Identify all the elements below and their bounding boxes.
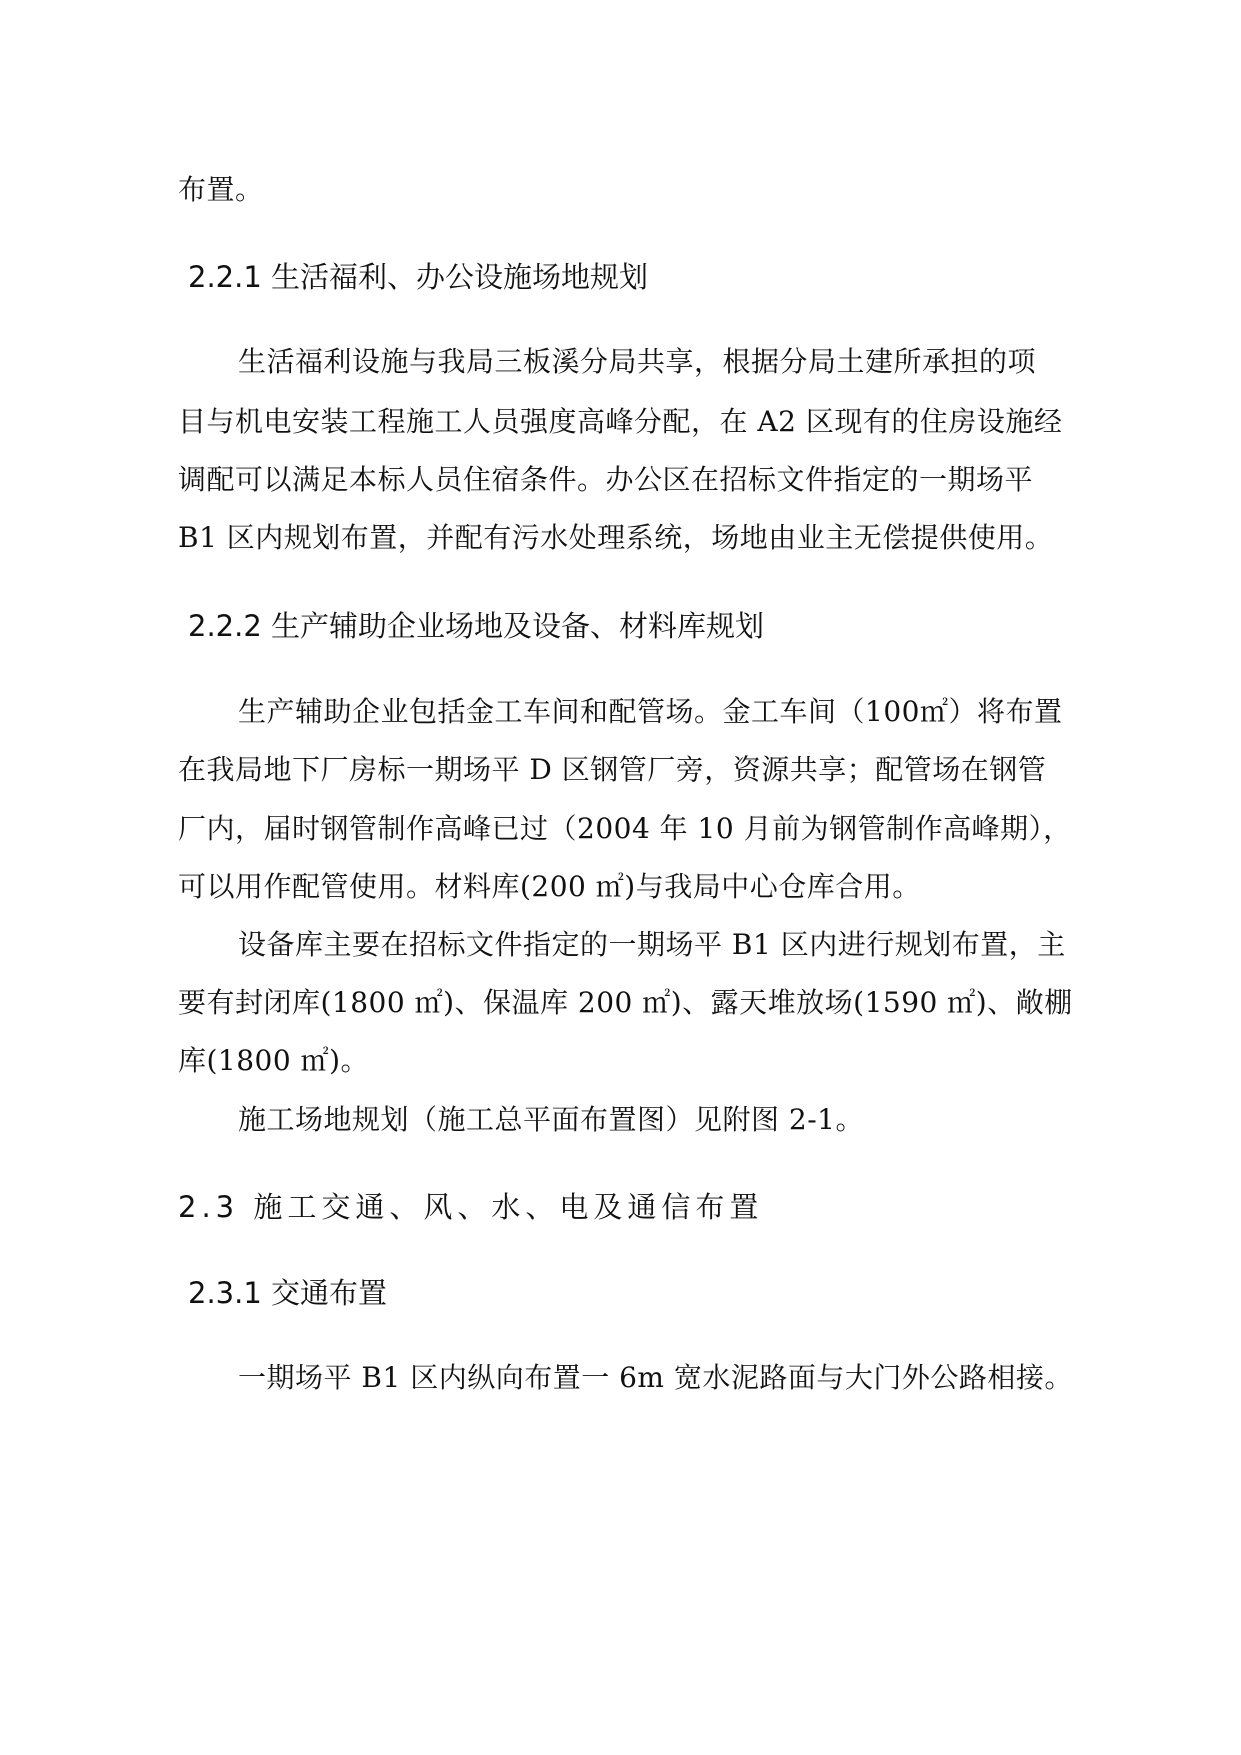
paragraph-line: 生活福利设施与我局三板溪分局共享，根据分局土建所承担的项 [238, 345, 1037, 378]
heading-2-2-1: 2.2.1 生活福利、办公设施场地规划 [188, 260, 649, 294]
paragraph-line: 生产辅助企业包括金工车间和配管场。金工车间（100㎡）将布置 [238, 695, 1063, 728]
paragraph-line: 目与机电安装工程施工人员强度高峰分配，在 A2 区现有的住房设施经 [178, 405, 1063, 438]
heading-2-2-2: 2.2.2 生产辅助企业场地及设备、材料库规划 [188, 609, 765, 643]
paragraph-line: B1 区内规划布置，并配有污水处理系统，场地由业主无偿提供使用。 [178, 521, 1054, 554]
paragraph-line: 施工场地规划（施工总平面布置图）见附图 2-1。 [238, 1103, 864, 1136]
paragraph-line: 一期场平 B1 区内纵向布置一 6m 宽水泥路面与大门外公路相接。 [238, 1361, 1073, 1394]
paragraph-line: 可以用作配管使用。材料库(200 ㎡)与我局中心仓库合用。 [178, 870, 921, 903]
paragraph-line: 调配可以满足本标人员住宿条件。办公区在招标文件指定的一期场平 [178, 463, 1034, 496]
paragraph-line: 在我局地下厂房标一期场平 D 区钢管厂旁，资源共享；配管场在钢管 [178, 753, 1047, 786]
heading-2-3-1: 2.3.1 交通布置 [188, 1276, 388, 1310]
paragraph-line: 设备库主要在招标文件指定的一期场平 B1 区内进行规划布置，主 [238, 928, 1066, 961]
paragraph-line: 库(1800 ㎡)。 [178, 1044, 370, 1077]
heading-2-3: 2.3 施工交通、风、水、电及通信布置 [178, 1190, 764, 1224]
paragraph-line: 厂内，届时钢管制作高峰已过（2004 年 10 月前为钢管制作高峰期）， [178, 812, 1072, 845]
paragraph-continuation: 布置。 [178, 173, 264, 206]
paragraph-line: 要有封闭库(1800 ㎡)、保温库 200 ㎡)、露天堆放场(1590 ㎡)、敞棚 [178, 986, 1073, 1019]
